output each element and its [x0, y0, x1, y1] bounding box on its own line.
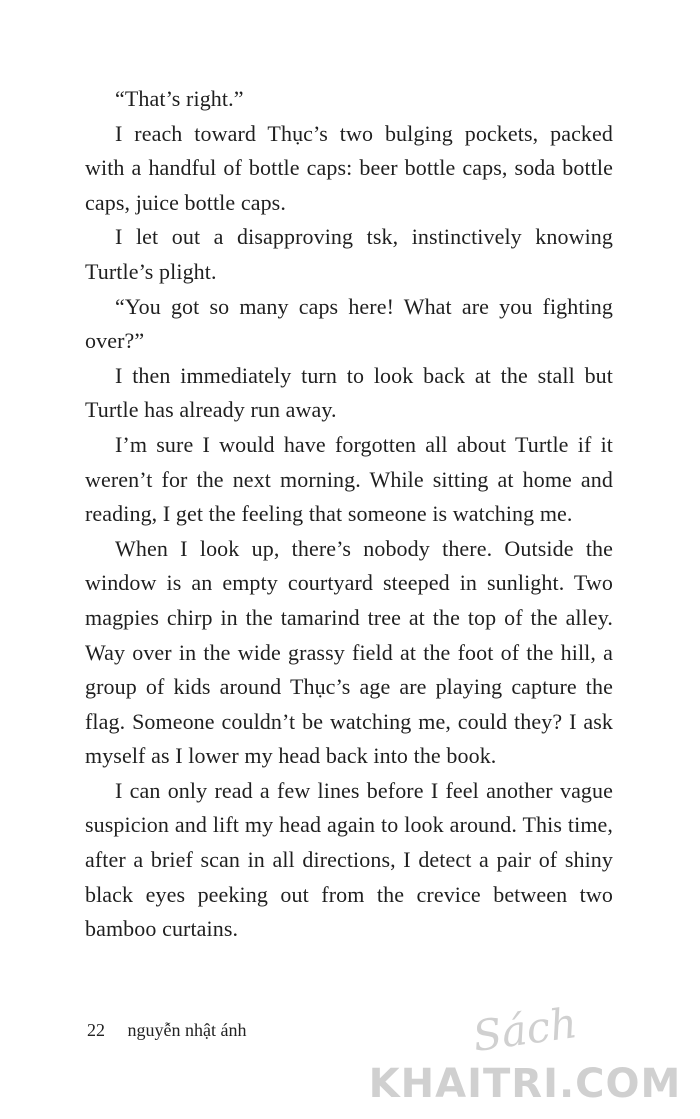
paragraph-4: “You got so many caps here! What are you fighting over?” [85, 293, 613, 354]
paragraph-7: When I look up, there’s nobody there. Outside the window is an empty courtyard steeped in sunlight. Two magpies chirp in the tamarind tree at the top of the alley. Way over in the wide grassy field at the foot of the hill, a group of kids around Thục’s age are playing capture the flag. Someone couldn’t be watching me, could they? I ask myself as I lower my head back into the book. [85, 535, 613, 769]
watermark-brand-text: KHAITRI.COM [368, 1061, 682, 1107]
author-name: nguyễn nhật ánh [127, 1020, 247, 1040]
paragraph-5: I then immediately turn to look back at the stall but Turtle has already run away. [85, 362, 613, 423]
watermark-script-text: Sách [469, 997, 581, 1062]
paragraph-3: I let out a disapproving tsk, instinctively knowing Turtle’s plight. [85, 224, 613, 284]
paragraph-8: I can only read a few lines before I feel another vague suspicion and lift my head again to look around. This time, after a brief scan in all directions, I detect a pair of shiny black eyes peeking out from the crevice between two bamboo curtains. [85, 777, 613, 942]
page-footer [87, 1018, 246, 1042]
paragraph-6: I’m sure I would have forgotten all about Turtle if it weren’t for the next morning. While sitting at home and reading, I get the feeling that someone is watching me. [85, 431, 613, 527]
page-number: 22 [87, 1020, 105, 1040]
body-text [85, 82, 613, 947]
paragraph-2: I reach toward Thục’s two bulging pockets, packed with a handful of bottle caps: beer bottle caps, soda bottle caps, juice bottle caps. [85, 120, 613, 215]
paragraph-1: “That’s right.” [115, 86, 244, 111]
watermark-logo [360, 997, 690, 1116]
